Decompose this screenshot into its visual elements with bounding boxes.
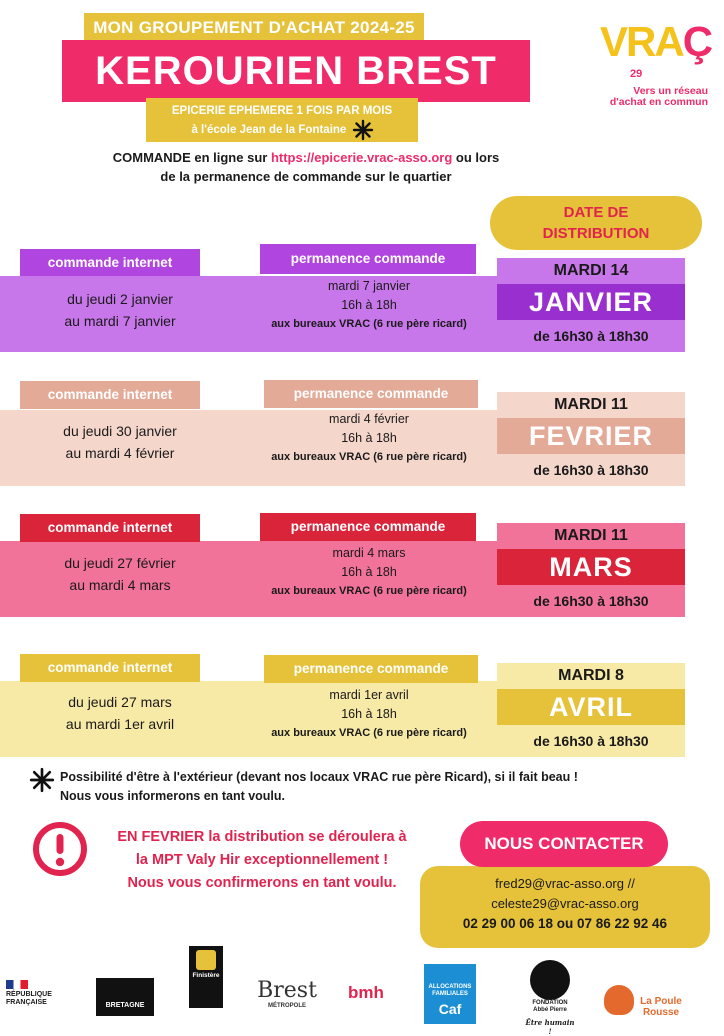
order-instructions: COMMANDE en ligne sur https://epicerie.vrac-asso.org ou lors de la permanence de commande sur le quartier [112,150,500,184]
contact-email-1[interactable]: fred29@vrac-asso.org // [495,876,635,891]
online-order-dates: du jeudi 27 mars au mardi 1er avril [65,694,175,732]
bmh-logo: bmh [348,983,384,1002]
internet-order-label: commande internet [20,249,200,276]
brest-metropole-logo: Brest MÉTROPOLE [257,978,317,1009]
contact-phone[interactable]: 02 29 00 06 18 ou 07 86 22 92 46 [462,916,668,931]
outdoor-note: Possibilité d'être à l'extérieur (devant nos locaux VRAC rue père Ricard), si il fait beau ! Nous vous informerons en tant voulu. [30,768,700,806]
distribution-date-label: DATE DE DISTRIBUTION [490,196,702,250]
header-subtitle [146,98,418,142]
internet-order-label: commande internet [20,654,200,682]
order-url-link[interactable]: https://epicerie.vrac-asso.org [270,150,453,165]
contact-details [420,866,710,948]
permanence-label: permanence commande [264,655,478,683]
republique-francaise-logo: RÉPUBLIQUE FRANÇAISE [6,980,58,1007]
vrac-logo [596,18,714,112]
online-order-dates: du jeudi 30 janvier au mardi 4 février [63,423,177,461]
hen-icon [604,985,634,1015]
permanence-details: mardi 4 mars 16h à 18h aux bureaux VRAC (6 rue père ricard) [271,546,467,597]
la-poule-rousse-logo: La Poule Rousse [640,996,682,1018]
header-sub-line2: à l'école Jean de la Fontaine [191,124,347,137]
permanence-details: mardi 1er avril 16h à 18h aux bureaux VRAC (6 rue père ricard) [271,688,467,739]
distribution-date: MARDI 11 FEVRIER de 16h30 à 18h30 [497,392,685,486]
logo-number: 29 [630,68,643,80]
shield-icon [196,950,216,970]
permanence-label: permanence commande [260,513,476,541]
internet-order-label: commande internet [20,514,200,542]
contact-title: NOUS CONTACTER [460,821,668,867]
caf-logo: ALLOCATIONS FAMILIALES Caf [424,964,476,1024]
distribution-date: MARDI 11 MARS de 16h30 à 18h30 [497,523,685,617]
asterisk-icon [30,768,54,792]
fondation-abbe-pierre-logo: FONDATION Abbé Pierre Être humain ! [524,960,576,1036]
asterisk-icon [353,120,373,140]
page-title: KEROURIEN BREST [62,40,530,102]
logo-word: VRA [600,18,683,65]
internet-order-label: commande internet [20,381,200,409]
distribution-date: MARDI 14 JANVIER de 16h30 à 18h30 [497,258,685,352]
group-title: MON GROUPEMENT D'ACHAT 2024-25 [84,13,424,43]
logo-tagline: Vers un réseau d'achat en commun [609,85,708,108]
logo-word-c: Ç [682,18,712,65]
permanence-details: mardi 7 janvier 16h à 18h aux bureaux VRAC (6 rue père ricard) [271,279,467,330]
online-order-dates: du jeudi 2 janvier au mardi 7 janvier [64,291,176,329]
header-sub-line1: EPICERIE EPHEMERE 1 FOIS PAR MOIS [171,105,393,117]
portrait-icon [530,960,570,1000]
contact-email-2[interactable]: celeste29@vrac-asso.org [491,896,639,911]
permanence-label: permanence commande [260,244,476,274]
february-location-warning: EN FEVRIER la distribution se déroulera à la MPT Valy Hir exceptionnellement ! Nous vous confirmerons en tant voulu. [117,829,407,891]
permanence-label: permanence commande [264,380,478,408]
finistere-logo: Finistère [189,946,223,1008]
warning-icon [32,820,88,878]
region-bretagne-logo: BRETAGNE [96,978,154,1016]
distribution-date: MARDI 8 AVRIL de 16h30 à 18h30 [497,663,685,757]
online-order-dates: du jeudi 27 février au mardi 4 mars [64,555,176,593]
permanence-details: mardi 4 février 16h à 18h aux bureaux VRAC (6 rue père ricard) [271,412,467,463]
flag-icon [6,980,28,989]
